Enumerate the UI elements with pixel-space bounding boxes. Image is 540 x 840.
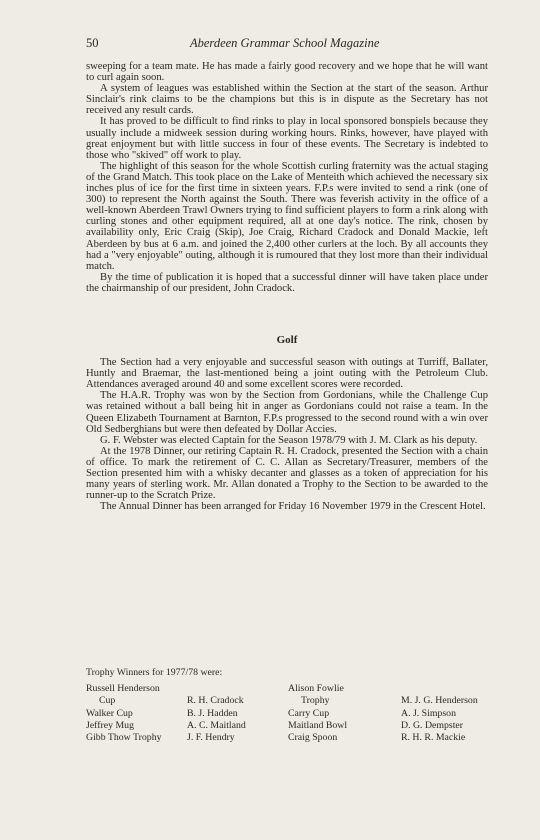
- trophy-names-left: [86, 683, 162, 744]
- article-body: [86, 61, 488, 512]
- trophy-name: Jeffrey Mug: [86, 719, 134, 731]
- curling-paragraph: By the time of publication it is hoped that a successful dinner will have taken place under the chairmanship of our president, John Cradock.: [86, 271, 488, 294]
- curling-paragraph: A system of leagues was established within the Section at the start of the season. Arthur Sinclair's rink claims to be the champions but this is in dispute as the Secretary has not received any result cards.: [86, 83, 488, 117]
- golf-heading: Golf: [276, 333, 298, 346]
- running-title: Aberdeen Grammar School Magazine: [190, 36, 380, 50]
- trophy-winners-right: [401, 683, 478, 744]
- trophy-winner: B. J. Hadden: [187, 707, 238, 719]
- golf-paragraph: G. F. Webster was elected Captain for the Season 1978/79 with J. M. Clark as his deputy.: [100, 434, 478, 446]
- trophy-name: Gibb Thow Trophy: [86, 732, 162, 744]
- trophy-intro: Trophy Winners for 1977/78 were:: [86, 667, 223, 678]
- golf-paragraph: The Section had a very enjoyable and successful season with outings at Turriff, Ballater, Huntly and Braemar, the last-mentioned being a joint outing with the Petroleum Club. Attendances averaged around 40 and some excellent scores were recorded.: [86, 357, 488, 391]
- curling-paragraph: The highlight of this season for the whole Scottish curling fraternity was the actual staging of the Grand Match. This took place on the Lake of Menteith which achieved the necessary six inches plus of ice for the first time in sixteen years. F.P.s were invited to send a rink (one of 300) to represent the North against the South. There was feverish activity in the office of a well-known Aberdeen Trawl Owners trying to find sufficient players to form a rink along with curling stones and other equipment required, all at one day's notice. The rink, chosen by availability only, Eric Craig (Skip), Joe Craig, Richard Cradock and Donald Mackie, left Aberdeen by bus at 6 a.m. and joined the 2,400 other curlers at the loch. By all accounts they had a "very enjoyable" outing, although it is rumoured that they lost more than their individual match.: [86, 160, 488, 272]
- trophy-name: Cup: [99, 695, 116, 707]
- trophy-name: Russell Henderson: [86, 683, 160, 695]
- trophy-winner: A. J. Simpson: [401, 707, 456, 719]
- page-header: [86, 36, 486, 54]
- trophy-table: [86, 683, 496, 747]
- golf-paragraph: The H.A.R. Trophy was won by the Section from Gordonians, while the Challenge Cup was retained without a ball being hit in anger as Gordonians could not raise a team. In the Queen Elizabeth Tournament at Barnton, F.P.s progressed to the second round with a win over Old Sedberghians but were then defeated by Dollar Accies.: [86, 390, 488, 435]
- trophy-winner: J. F. Hendry: [187, 732, 235, 744]
- curling-paragraph: sweeping for a team mate. He has made a fairly good recovery and we hope that he will want to curl again soon.: [86, 61, 488, 84]
- trophy-name: Alison Fowlie: [288, 683, 344, 695]
- trophy-winners-left: [187, 683, 246, 744]
- page-number: 50: [86, 36, 99, 50]
- trophy-name: Carry Cup: [288, 707, 330, 719]
- trophy-name: Trophy: [301, 695, 330, 707]
- trophy-winner: R. H. Cradock: [187, 695, 244, 707]
- trophy-winner: A. C. Maitland: [187, 719, 246, 731]
- trophy-winner: D. G. Dempster: [401, 719, 464, 731]
- trophy-names-right: [288, 683, 347, 744]
- trophy-name: Maitland Bowl: [288, 719, 348, 731]
- curling-paragraph: It has proved to be difficult to find rinks to play in local sponsored bonspiels because they usually include a midweek session during working hours. Rinks, however, have played with great enjoyment but with little success in four of these events. The Secretary is indebted to those who "skived" off work to play.: [86, 116, 488, 161]
- golf-paragraph: At the 1978 Dinner, our retiring Captain R. H. Cradock, presented the Section with a chain of office. To mark the retirement of C. C. Allan as Secretary/Treasurer, members of the Section presented him with a whisky decanter and glasses as a token of appreciation for his many years of sterling work. Mr. Allan donated a Trophy to the Section to be awarded to the runner-up to the Scratch Prize.: [86, 445, 488, 502]
- trophy-name: Walker Cup: [86, 707, 133, 719]
- golf-paragraph: The Annual Dinner has been arranged for Friday 16 November 1979 in the Crescent Hotel.: [100, 501, 486, 513]
- trophy-winner: R. H. R. Mackie: [401, 732, 466, 744]
- trophy-winner: M. J. G. Henderson: [401, 695, 478, 707]
- trophy-winners: [86, 667, 496, 747]
- trophy-name: Craig Spoon: [288, 732, 338, 744]
